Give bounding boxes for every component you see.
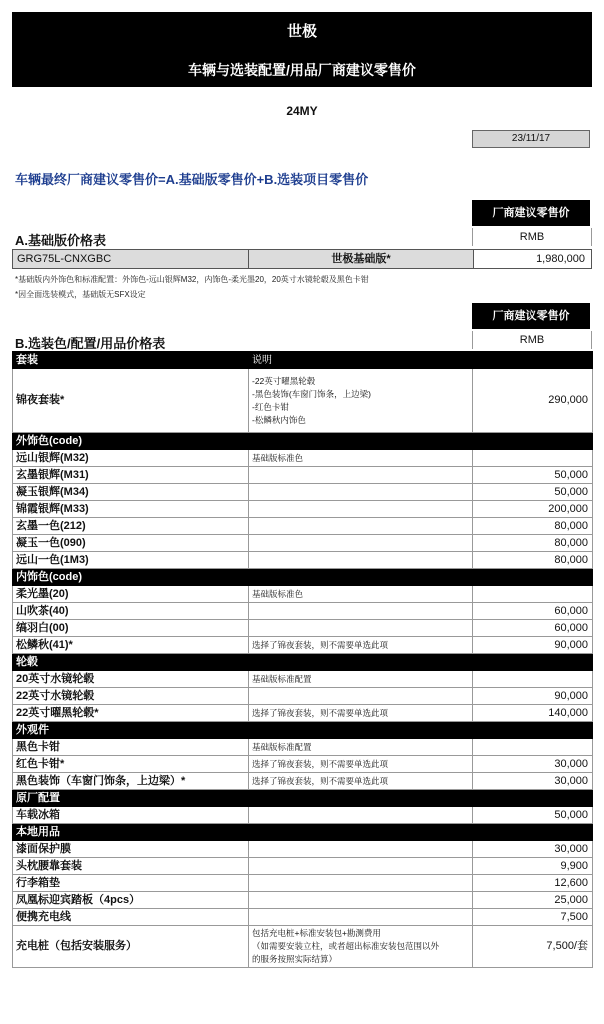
option-row — [13, 773, 593, 790]
option-desc: 基础版标准色 — [249, 450, 473, 467]
category-desc — [249, 433, 473, 450]
option-price: 7,500 — [473, 909, 593, 926]
category-name: 原厂配置 — [13, 790, 249, 807]
option-desc: 选择了锦夜套装，则不需要单选此项 — [249, 773, 473, 790]
option-price: 30,000 — [473, 841, 593, 858]
option-row — [13, 892, 593, 909]
category-name: 内饰色(code) — [13, 569, 249, 586]
option-price: 140,000 — [473, 705, 593, 722]
option-price: 7,500/套 — [473, 926, 593, 968]
option-name: 松鳞秋(41)* — [13, 637, 249, 654]
option-price: 30,000 — [473, 756, 593, 773]
option-row — [13, 450, 593, 467]
brand-title: 世极 — [286, 23, 317, 40]
option-price: 80,000 — [473, 518, 593, 535]
option-row — [13, 518, 593, 535]
option-price: 50,000 — [473, 807, 593, 824]
option-row — [13, 501, 593, 518]
option-name: 柔光墨(20) — [13, 586, 249, 603]
msrp-header-b: 厂商建议零售价 — [472, 303, 590, 329]
option-row — [13, 603, 593, 620]
base-model-price: 1,980,000 — [536, 253, 585, 265]
option-price — [473, 450, 593, 467]
option-row — [13, 484, 593, 501]
option-desc — [249, 875, 473, 892]
option-row — [13, 909, 593, 926]
option-desc: 选择了锦夜套装，则不需要单选此项 — [249, 705, 473, 722]
option-name: 22英寸水镜轮毂 — [13, 688, 249, 705]
option-desc — [249, 484, 473, 501]
option-desc: 基础版标准配置 — [249, 739, 473, 756]
base-model-row — [12, 249, 592, 269]
option-name: 漆面保护膜 — [13, 841, 249, 858]
option-desc: 选择了锦夜套装，则不需要单选此项 — [249, 756, 473, 773]
option-row — [13, 637, 593, 654]
category-desc — [249, 569, 473, 586]
option-desc — [249, 858, 473, 875]
option-row — [13, 552, 593, 569]
option-name: 凤凰标迎宾踏板（4pcs） — [13, 892, 249, 909]
option-desc — [249, 620, 473, 637]
price-formula: 车辆最终厂商建议零售价=A.基础版零售价+B.选装项目零售价 — [15, 172, 369, 187]
base-note-2: *因全面选装模式，基础版无SFX设定 — [15, 290, 146, 299]
section-a-title: A.基础版价格表 — [15, 233, 107, 248]
category-desc: 说明 — [249, 352, 473, 369]
category-price — [473, 569, 593, 586]
option-desc: 基础版标准色 — [249, 586, 473, 603]
option-name: 凝玉一色(090) — [13, 535, 249, 552]
option-row — [13, 535, 593, 552]
option-row — [13, 586, 593, 603]
option-name: 充电桩（包括安装服务） — [13, 926, 249, 968]
option-row — [13, 807, 593, 824]
option-price: 290,000 — [473, 369, 593, 433]
option-row — [13, 841, 593, 858]
option-name: 山吹茶(40) — [13, 603, 249, 620]
option-price: 80,000 — [473, 535, 593, 552]
option-name: 凝玉银辉(M34) — [13, 484, 249, 501]
option-price: 60,000 — [473, 620, 593, 637]
base-model-code: GRG75L-CNXGBC — [13, 250, 249, 268]
option-price: 12,600 — [473, 875, 593, 892]
option-desc — [249, 688, 473, 705]
category-price — [473, 352, 593, 369]
base-model-name: 世极基础版* — [249, 250, 474, 268]
option-price: 200,000 — [473, 501, 593, 518]
option-name: 红色卡钳* — [13, 756, 249, 773]
option-name: 黑色卡钳 — [13, 739, 249, 756]
category-row — [13, 352, 593, 369]
option-desc: -22英寸曜黑轮毂 -黑色装饰(车窗门饰条，上边梁) -红色卡钳 -松鳞秋内饰色 — [249, 369, 473, 433]
option-desc — [249, 909, 473, 926]
category-row — [13, 824, 593, 841]
option-desc — [249, 841, 473, 858]
category-name: 本地用品 — [13, 824, 249, 841]
option-desc — [249, 467, 473, 484]
category-price — [473, 722, 593, 739]
option-name: 锦夜套装* — [13, 369, 249, 433]
option-price: 90,000 — [473, 688, 593, 705]
option-row — [13, 739, 593, 756]
option-name: 缟羽白(00) — [13, 620, 249, 637]
option-name: 玄墨银辉(M31) — [13, 467, 249, 484]
option-price: 60,000 — [473, 603, 593, 620]
category-price — [473, 824, 593, 841]
option-row — [13, 369, 593, 433]
category-row — [13, 433, 593, 450]
category-price — [473, 433, 593, 450]
category-row — [13, 790, 593, 807]
option-name: 行李箱垫 — [13, 875, 249, 892]
category-desc — [249, 654, 473, 671]
category-name: 外饰色(code) — [13, 433, 249, 450]
option-name: 车载冰箱 — [13, 807, 249, 824]
option-desc — [249, 518, 473, 535]
option-desc — [249, 892, 473, 909]
option-name: 20英寸水镜轮毂 — [13, 671, 249, 688]
section-b-title: B.选装色/配置/用品价格表 — [15, 336, 166, 351]
base-note-1: *基础版内外饰色和标准配置：外饰色-远山银辉M32，内饰色-柔光墨20，20英寸水镜轮毂及黑色卡钳 — [15, 275, 369, 284]
currency-label-a: RMB — [472, 228, 592, 246]
option-row — [13, 671, 593, 688]
page-subtitle: 车辆与选装配置/用品厂商建议零售价 — [188, 62, 416, 78]
option-price: 50,000 — [473, 467, 593, 484]
category-row — [13, 722, 593, 739]
option-row — [13, 875, 593, 892]
category-name: 外观件 — [13, 722, 249, 739]
option-price: 90,000 — [473, 637, 593, 654]
option-name: 锦霞银辉(M33) — [13, 501, 249, 518]
option-desc: 基础版标准配置 — [249, 671, 473, 688]
option-price: 30,000 — [473, 773, 593, 790]
option-name: 远山银辉(M32) — [13, 450, 249, 467]
option-row — [13, 705, 593, 722]
options-price-table — [12, 351, 593, 968]
category-price — [473, 790, 593, 807]
date-field: 23/11/17 — [472, 130, 590, 148]
option-price: 50,000 — [473, 484, 593, 501]
option-row — [13, 467, 593, 484]
currency-label-b: RMB — [472, 331, 592, 349]
option-name: 便携充电线 — [13, 909, 249, 926]
option-row — [13, 756, 593, 773]
option-name: 头枕腰靠套装 — [13, 858, 249, 875]
option-name: 黑色装饰（车窗门饰条，上边梁）* — [13, 773, 249, 790]
category-desc — [249, 824, 473, 841]
category-row — [13, 569, 593, 586]
category-name: 套装 — [13, 352, 249, 369]
option-price — [473, 739, 593, 756]
category-row — [13, 654, 593, 671]
option-desc — [249, 501, 473, 518]
option-price: 80,000 — [473, 552, 593, 569]
option-name: 22英寸曜黑轮毂* — [13, 705, 249, 722]
option-price — [473, 586, 593, 603]
option-desc — [249, 807, 473, 824]
category-desc — [249, 790, 473, 807]
header-banner — [12, 12, 592, 87]
option-price: 9,900 — [473, 858, 593, 875]
option-row — [13, 688, 593, 705]
model-year: 24MY — [286, 104, 318, 118]
option-desc: 包括充电桩+标准安装包+勘测费用 （如需要安装立柱，或者超出标准安装包范围以外 的服务按照实际结算） — [249, 926, 473, 968]
option-row — [13, 620, 593, 637]
option-desc — [249, 552, 473, 569]
option-name: 玄墨一色(212) — [13, 518, 249, 535]
option-price — [473, 671, 593, 688]
option-desc — [249, 603, 473, 620]
option-price: 25,000 — [473, 892, 593, 909]
category-price — [473, 654, 593, 671]
option-desc — [249, 535, 473, 552]
option-row — [13, 858, 593, 875]
option-desc: 选择了锦夜套装，则不需要单选此项 — [249, 637, 473, 654]
option-name: 远山一色(1M3) — [13, 552, 249, 569]
msrp-header-a: 厂商建议零售价 — [472, 200, 590, 226]
option-row — [13, 926, 593, 968]
category-name: 轮毂 — [13, 654, 249, 671]
category-desc — [249, 722, 473, 739]
